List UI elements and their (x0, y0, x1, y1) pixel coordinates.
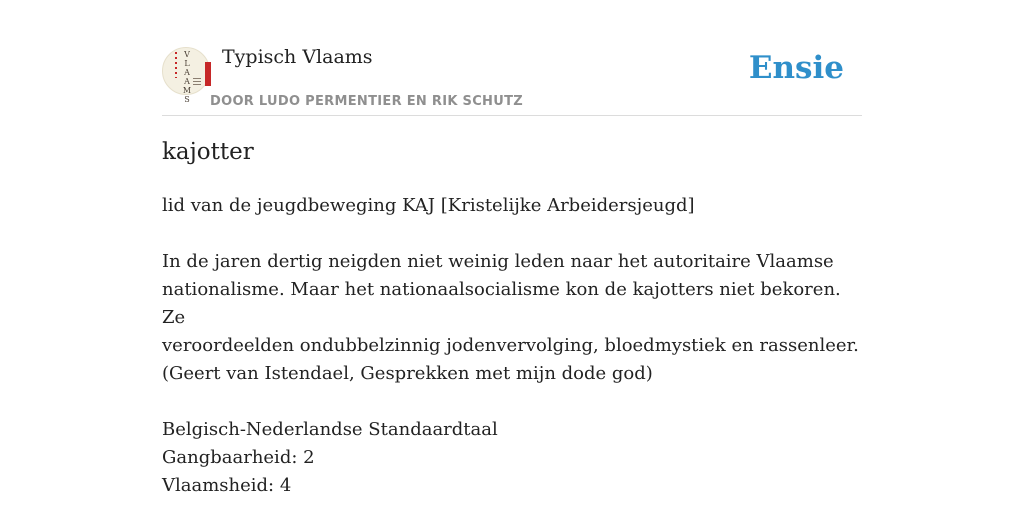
spacer (162, 220, 862, 248)
entry-title: kajotter (162, 139, 254, 165)
entry-definition: lid van de jeugdbeweging KAJ [Kristelijke Arbeidersjeugd] (162, 195, 695, 216)
entry-body (162, 192, 862, 500)
avatar-lines (193, 78, 201, 86)
avatar-letters: V L A A M S (182, 50, 192, 104)
language-label: Belgisch-Nederlandse Standaardtaal (162, 419, 498, 440)
avatar[interactable] (162, 47, 210, 104)
quote-line: In de jaren dertig neigden niet weinig leden naar het autoritaire Vlaamse (162, 251, 834, 272)
avatar-accent-dots (175, 52, 177, 78)
avatar-ribbon (205, 62, 211, 86)
ensie-logo[interactable]: Ensie (748, 50, 844, 86)
byline: DOOR LUDO PERMENTIER EN RIK SCHUTZ (210, 94, 523, 109)
publication-title[interactable]: Typisch Vlaams (222, 46, 373, 68)
header (162, 44, 862, 116)
quote-source: (Geert van Istendael, Gesprekken met mijn dode god) (162, 363, 653, 384)
spacer (162, 388, 862, 416)
vlaamsheid-value: Vlaamsheid: 4 (162, 475, 292, 496)
quote-line: nationalisme. Maar het nationaalsocialisme kon de kajotters niet bekoren. Ze (162, 279, 841, 328)
quote-line: veroordeelden ondubbelzinnig jodenvervolging, bloedmystiek en rassenleer. (162, 335, 859, 356)
gangbaarheid-value: Gangbaarheid: 2 (162, 447, 315, 468)
